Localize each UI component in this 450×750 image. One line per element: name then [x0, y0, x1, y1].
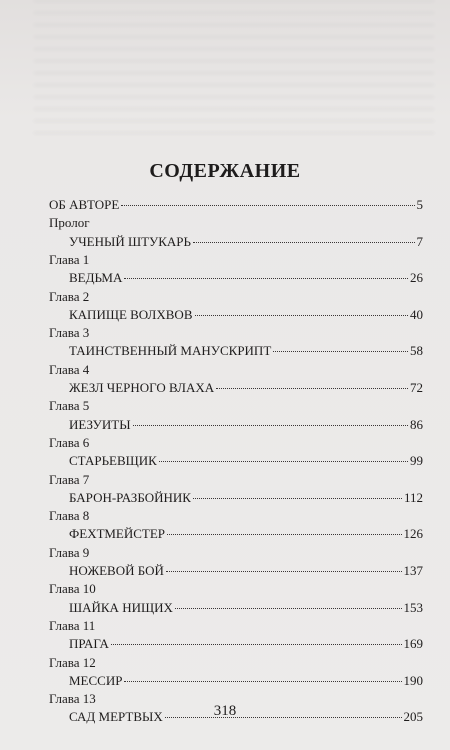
toc-entry[interactable] [49, 306, 423, 324]
chapter-label: Глава 5 [49, 398, 90, 414]
toc-entry-title: ОБ АВТОРЕ [49, 197, 120, 212]
toc-entry[interactable] [49, 672, 423, 690]
chapter-label: Глава 4 [49, 361, 90, 377]
chapter-label: Глава 12 [49, 654, 96, 670]
dot-leader [193, 498, 402, 499]
toc-entry-page: 40 [410, 306, 423, 322]
chapter-label: Пролог [49, 215, 90, 231]
toc-entry-title: КАПИЩЕ ВОЛХВОВ [69, 306, 193, 322]
toc-entry-page: 112 [403, 489, 423, 505]
toc-entry-page: 190 [403, 672, 423, 688]
toc-entry-title: НОЖЕВОЙ БОЙ [69, 563, 164, 578]
chapter-label: Глава 3 [49, 325, 90, 341]
toc-entry-title: СТАРЬЕВЩИК [69, 453, 157, 469]
dot-leader [193, 242, 415, 243]
toc-entry-title: САД МЕРТВЫХ [69, 709, 163, 725]
toc-entry-title: ТАИНСТВЕННЫЙ МАНУСКРИПТ [69, 343, 272, 359]
toc-entry[interactable] [49, 489, 423, 507]
dot-leader [124, 278, 408, 279]
toc-entry-page: 99 [410, 453, 423, 469]
toc-entry-page: 72 [410, 380, 423, 395]
page-number: 318 [213, 703, 237, 719]
toc-entry[interactable] [49, 269, 423, 287]
toc-entry-title: ИЕЗУИТЫ [69, 416, 131, 432]
toc-entry-page: 26 [410, 270, 423, 286]
toc-entry-title: МЕССИР [69, 672, 123, 688]
toc-entry-title: ВЕДЬМА [69, 270, 123, 286]
toc-entry-title: ПРАГА [69, 636, 109, 652]
chapter-label: Глава 11 [49, 617, 96, 633]
chapter-label: Глава 8 [49, 508, 90, 524]
toc-entry-page: 86 [410, 416, 423, 432]
toc-entry-page: 58 [410, 343, 423, 359]
page-title: СОДЕРЖАНИЕ [149, 160, 301, 182]
toc-entry-page: 7 [416, 233, 423, 249]
dot-leader [273, 351, 408, 352]
chapter-label: Глава 2 [49, 288, 90, 304]
dot-leader [167, 534, 401, 535]
chapter-label: Глава 9 [49, 544, 90, 560]
dot-leader [166, 571, 402, 572]
toc-entry[interactable] [49, 599, 423, 617]
toc-entry-page: 153 [403, 599, 423, 615]
toc-entry[interactable] [49, 452, 423, 470]
toc-entry-title: БАРОН-РАЗБОЙНИК [69, 489, 191, 505]
dot-leader [159, 461, 408, 462]
toc-entry-page: 126 [403, 526, 423, 542]
dot-leader [111, 644, 402, 645]
dot-leader [124, 681, 401, 682]
toc-entry[interactable] [49, 635, 423, 653]
toc-entry-page: 5 [416, 197, 423, 212]
toc-entry-title: ЖЕЗЛ ЧЕРНОГО ВЛАХА [69, 380, 215, 395]
show-through-text [34, 0, 434, 140]
toc-entry-page: 169 [403, 636, 423, 652]
toc-entry-title: ФЕХТМЕЙСТЕР [69, 526, 166, 542]
chapter-label: Глава 1 [49, 251, 90, 267]
chapter-label: Глава 7 [49, 471, 90, 487]
toc-entry[interactable] [49, 196, 423, 214]
toc-entry[interactable] [49, 379, 423, 397]
chapter-label: Глава 13 [49, 691, 96, 707]
dot-leader [175, 608, 402, 609]
dot-leader [133, 425, 408, 426]
toc-entry-title: ШАЙКА НИЩИХ [69, 599, 173, 615]
toc-entry-title: УЧЕНЫЙ ШТУКАРЬ [69, 233, 191, 249]
toc-entry[interactable] [49, 233, 423, 251]
chapter-label: Глава 10 [49, 581, 96, 597]
toc-entry[interactable] [49, 525, 423, 543]
toc-entry-page: 205 [403, 709, 423, 725]
dot-leader [216, 388, 408, 389]
toc-entry-page: 137 [403, 563, 423, 578]
toc-entry[interactable] [49, 562, 423, 580]
chapter-label: Глава 6 [49, 434, 90, 450]
toc-entry[interactable] [49, 416, 423, 434]
toc-entry[interactable] [49, 342, 423, 360]
dot-leader [121, 205, 414, 206]
dot-leader [195, 315, 409, 316]
